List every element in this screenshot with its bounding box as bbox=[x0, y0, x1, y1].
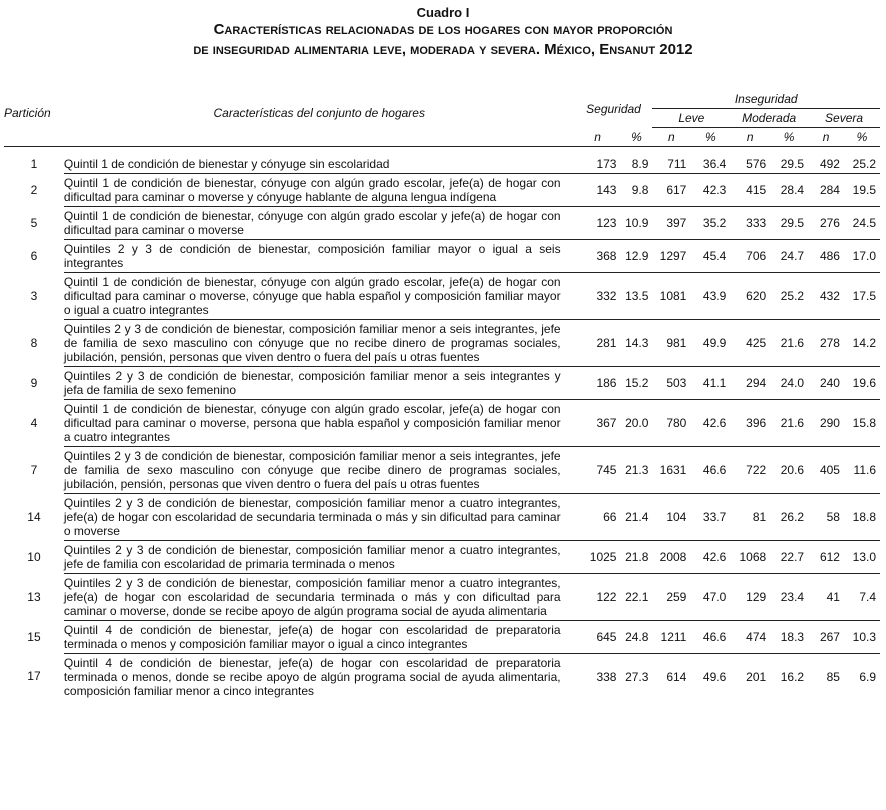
value-cell: 612 bbox=[808, 540, 844, 573]
particion-cell: 13 bbox=[27, 589, 41, 604]
particion-cell: 14 bbox=[27, 509, 41, 524]
table-title-line-1: Características relacionadas de los hogares con mayor proporción bbox=[213, 21, 673, 38]
table-row bbox=[4, 206, 880, 239]
value-cell: 122 bbox=[575, 573, 621, 620]
value-cell: 281 bbox=[575, 319, 621, 366]
value-cell: 49.9 bbox=[690, 319, 730, 366]
header-pct: % bbox=[631, 129, 642, 144]
value-cell: 332 bbox=[575, 272, 621, 319]
value-cell: 104 bbox=[652, 493, 690, 540]
table-row bbox=[4, 366, 880, 399]
value-cell: 745 bbox=[575, 446, 621, 493]
value-cell: 129 bbox=[730, 573, 770, 620]
table-row bbox=[4, 653, 880, 700]
value-cell: 186 bbox=[575, 366, 621, 399]
value-cell: 620 bbox=[730, 272, 770, 319]
description-cell: Quintiles 2 y 3 de condición de bienestar, composición familiar mayor o igual a seis integrantes bbox=[64, 239, 575, 272]
value-cell: 26.2 bbox=[770, 493, 808, 540]
header-particion: Partición bbox=[4, 106, 51, 120]
value-cell: 16.2 bbox=[780, 669, 805, 684]
value-cell: 780 bbox=[652, 399, 690, 446]
header-seguridad: Seguridad bbox=[586, 101, 641, 116]
value-cell: 58 bbox=[808, 493, 844, 540]
value-cell: 21.4 bbox=[620, 493, 652, 540]
value-cell: 367 bbox=[575, 399, 621, 446]
value-cell: 46.6 bbox=[690, 620, 730, 653]
value-cell: 7.4 bbox=[844, 573, 880, 620]
value-cell: 397 bbox=[652, 206, 690, 239]
value-cell: 405 bbox=[808, 446, 844, 493]
value-cell: 11.6 bbox=[844, 446, 880, 493]
value-cell: 20.0 bbox=[620, 399, 652, 446]
value-cell: 27.3 bbox=[625, 669, 649, 684]
value-cell: 267 bbox=[808, 620, 844, 653]
value-cell: 21.6 bbox=[770, 399, 808, 446]
value-cell: 6.9 bbox=[859, 669, 876, 684]
value-cell: 42.6 bbox=[690, 399, 730, 446]
data-table bbox=[4, 90, 880, 700]
particion-cell: 15 bbox=[27, 629, 41, 644]
value-cell: 1081 bbox=[652, 272, 690, 319]
table-row bbox=[4, 573, 880, 620]
value-cell: 43.9 bbox=[690, 272, 730, 319]
value-cell: 42.6 bbox=[690, 540, 730, 573]
table-row bbox=[4, 173, 880, 206]
description-cell: Quintiles 2 y 3 de condición de bienestar, composición familiar menor a cuatro integrantes, jefe(a) de hogar con escolaridad de secundaria terminada o más y con dificultad para caminar o moverse, donde se recibe apoyo de algún programa social de ayuda alimentaria bbox=[64, 573, 575, 620]
value-cell: 35.2 bbox=[690, 206, 730, 239]
value-cell: 13.0 bbox=[844, 540, 880, 573]
value-cell: 415 bbox=[730, 173, 770, 206]
value-cell: 18.8 bbox=[844, 493, 880, 540]
value-cell: 36.4 bbox=[690, 155, 730, 174]
value-cell: 13.5 bbox=[620, 272, 652, 319]
table-row bbox=[4, 493, 880, 540]
description-cell: Quintiles 2 y 3 de condición de bienestar, composición familiar menor a cuatro integrantes, jefe(a) de hogar con escolaridad de secundaria terminada o más y sin dificultad para caminar o moverse bbox=[64, 493, 575, 540]
description-cell: Quintil 1 de condición de bienestar, cónyuge con algún grado escolar y jefe(a) de hogar con dificultad para caminar o moverse bbox=[64, 206, 575, 239]
value-cell: 24.7 bbox=[770, 239, 808, 272]
value-cell: 722 bbox=[730, 446, 770, 493]
value-cell: 284 bbox=[808, 173, 844, 206]
value-cell: 278 bbox=[808, 319, 844, 366]
value-cell: 294 bbox=[730, 366, 770, 399]
value-cell: 19.5 bbox=[844, 173, 880, 206]
header-inseguridad: Inseguridad bbox=[652, 90, 880, 109]
value-cell: 18.3 bbox=[770, 620, 808, 653]
header-moderada: Moderada bbox=[730, 109, 808, 128]
header-n: n bbox=[594, 129, 601, 144]
description-cell: Quintil 4 de condición de bienestar, jefe(a) de hogar con escolaridad de preparatoria terminada o menos, donde se recibe apoyo de algún programa social de ayuda alimentaria, composición familiar menor a cinco integrantes bbox=[63, 655, 561, 698]
description-cell: Quintiles 2 y 3 de condición de bienestar, composición familiar menor a seis integrantes y jefa de familia de sexo femenino bbox=[64, 366, 575, 399]
value-cell: 240 bbox=[808, 366, 844, 399]
value-cell: 333 bbox=[730, 206, 770, 239]
value-cell: 617 bbox=[652, 173, 690, 206]
value-cell: 24.8 bbox=[620, 620, 652, 653]
value-cell: 614 bbox=[666, 669, 687, 684]
value-cell: 45.4 bbox=[690, 239, 730, 272]
particion-cell: 5 bbox=[30, 215, 38, 230]
value-cell: 46.6 bbox=[690, 446, 730, 493]
value-cell: 17.0 bbox=[844, 239, 880, 272]
description-cell: Quintil 4 de condición de bienestar, jefe(a) de hogar con escolaridad de preparatoria terminada o menos y composición familiar mayor o igual a cinco integrantes bbox=[64, 620, 575, 653]
value-cell: 276 bbox=[808, 206, 844, 239]
value-cell: 29.5 bbox=[770, 206, 808, 239]
value-cell: 19.6 bbox=[844, 366, 880, 399]
value-cell: 368 bbox=[575, 239, 621, 272]
value-cell: 645 bbox=[575, 620, 621, 653]
description-cell: Quintil 1 de condición de bienestar y cónyuge sin escolaridad bbox=[64, 155, 575, 174]
value-cell: 24.0 bbox=[770, 366, 808, 399]
value-cell: 290 bbox=[808, 399, 844, 446]
value-cell: 41 bbox=[808, 573, 844, 620]
value-cell: 20.6 bbox=[770, 446, 808, 493]
value-cell: 173 bbox=[575, 155, 621, 174]
value-cell: 8.9 bbox=[620, 155, 652, 174]
particion-cell: 7 bbox=[30, 462, 38, 477]
value-cell: 28.4 bbox=[770, 173, 808, 206]
value-cell: 22.7 bbox=[770, 540, 808, 573]
value-cell: 12.9 bbox=[620, 239, 652, 272]
header-caracteristicas: Características del conjunto de hogares bbox=[213, 106, 425, 120]
header-pct: % bbox=[856, 130, 868, 144]
value-cell: 711 bbox=[652, 155, 690, 174]
value-cell: 85 bbox=[826, 669, 840, 684]
description-cell: Quintiles 2 y 3 de condición de bienestar, composición familiar menor a seis integrantes, jefe de familia de sexo masculino con cónyuge que no recibe dinero de programas sociales, jubilación, pensión, personas que viven dentro o fuera del país u otras fuentes bbox=[64, 319, 575, 366]
table-row bbox=[4, 155, 880, 174]
value-cell: 29.5 bbox=[770, 155, 808, 174]
value-cell: 42.3 bbox=[690, 173, 730, 206]
table-row bbox=[4, 239, 880, 272]
value-cell: 396 bbox=[730, 399, 770, 446]
particion-cell: 8 bbox=[30, 335, 38, 350]
particion-cell: 4 bbox=[30, 415, 38, 430]
particion-cell: 3 bbox=[30, 288, 38, 303]
value-cell: 259 bbox=[652, 573, 690, 620]
value-cell: 24.5 bbox=[844, 206, 880, 239]
value-cell: 338 bbox=[596, 669, 617, 684]
table-row bbox=[4, 540, 880, 573]
value-cell: 123 bbox=[575, 206, 621, 239]
table-label: Cuadro I bbox=[416, 5, 470, 20]
value-cell: 201 bbox=[746, 669, 767, 684]
particion-cell: 1 bbox=[30, 156, 38, 171]
value-cell: 432 bbox=[808, 272, 844, 319]
value-cell: 1025 bbox=[575, 540, 621, 573]
header-severa: Severa bbox=[808, 109, 880, 128]
value-cell: 22.1 bbox=[620, 573, 652, 620]
description-cell: Quintil 1 de condición de bienestar, cónyuge con algún grado escolar, jefe(a) de hogar con dificultad para caminar o moverse y cónyuge hablante de alguna lengua indígena bbox=[64, 173, 575, 206]
value-cell: 1068 bbox=[730, 540, 770, 573]
table-row bbox=[4, 272, 880, 319]
value-cell: 486 bbox=[808, 239, 844, 272]
description-cell: Quintiles 2 y 3 de condición de bienestar, composición familiar menor a seis integrantes, jefe de familia de sexo masculino con cónyuge que recibe dinero de programas sociales, jubilación, pensión, personas que viven dentro o fuera del país u otras fuentes bbox=[64, 446, 575, 493]
value-cell: 10.9 bbox=[620, 206, 652, 239]
table-row bbox=[4, 446, 880, 493]
value-cell: 33.7 bbox=[690, 493, 730, 540]
description-cell: Quintil 1 de condición de bienestar, cónyuge con algún grado escolar, jefe(a) de hogar con dificultad para caminar o moverse, cónyuge que habla español y composición familiar mayor o igual a cuatro integrantes bbox=[64, 272, 575, 319]
header-n: n bbox=[668, 130, 675, 144]
value-cell: 503 bbox=[652, 366, 690, 399]
particion-cell: 17 bbox=[27, 669, 41, 684]
header-n: n bbox=[746, 130, 754, 144]
header-pct: % bbox=[704, 130, 716, 144]
value-cell: 14.3 bbox=[620, 319, 652, 366]
description-cell: Quintil 1 de condición de bienestar, cónyuge con algún grado escolar, jefe(a) de hogar con dificultad para caminar o moverse, persona que habla español y composición familiar menor a cuatro integrantes bbox=[64, 399, 575, 446]
value-cell: 576 bbox=[730, 155, 770, 174]
value-cell: 425 bbox=[730, 319, 770, 366]
value-cell: 47.0 bbox=[690, 573, 730, 620]
value-cell: 25.2 bbox=[844, 155, 880, 174]
value-cell: 1297 bbox=[652, 239, 690, 272]
value-cell: 981 bbox=[652, 319, 690, 366]
value-cell: 81 bbox=[730, 493, 770, 540]
value-cell: 1211 bbox=[652, 620, 690, 653]
header-leve: Leve bbox=[652, 109, 730, 128]
value-cell: 14.2 bbox=[844, 319, 880, 366]
header-n: n bbox=[822, 130, 830, 144]
value-cell: 21.3 bbox=[620, 446, 652, 493]
particion-cell: 10 bbox=[27, 549, 41, 564]
value-cell: 17.5 bbox=[844, 272, 880, 319]
value-cell: 15.2 bbox=[620, 366, 652, 399]
description-cell: Quintiles 2 y 3 de condición de bienestar, composición familiar menor a cuatro integrantes, jefe de familia con escolaridad de primaria terminada o menos bbox=[64, 540, 575, 573]
table-row bbox=[4, 620, 880, 653]
value-cell: 23.4 bbox=[770, 573, 808, 620]
value-cell: 41.1 bbox=[690, 366, 730, 399]
value-cell: 21.6 bbox=[770, 319, 808, 366]
value-cell: 474 bbox=[730, 620, 770, 653]
value-cell: 15.8 bbox=[844, 399, 880, 446]
particion-cell: 2 bbox=[30, 182, 38, 197]
value-cell: 10.3 bbox=[844, 620, 880, 653]
particion-cell: 6 bbox=[30, 248, 38, 263]
value-cell: 9.8 bbox=[620, 173, 652, 206]
value-cell: 706 bbox=[730, 239, 770, 272]
table-row bbox=[4, 319, 880, 366]
value-cell: 1631 bbox=[652, 446, 690, 493]
table-title-line-2: de inseguridad alimentaria leve, moderada y severa. México, Ensanut 2012 bbox=[193, 41, 693, 58]
value-cell: 143 bbox=[575, 173, 621, 206]
header-pct: % bbox=[783, 130, 795, 144]
table-row bbox=[4, 399, 880, 446]
value-cell: 66 bbox=[575, 493, 621, 540]
value-cell: 25.2 bbox=[770, 272, 808, 319]
value-cell: 2008 bbox=[652, 540, 690, 573]
value-cell: 21.8 bbox=[620, 540, 652, 573]
particion-cell: 9 bbox=[30, 375, 38, 390]
value-cell: 492 bbox=[808, 155, 844, 174]
value-cell: 49.6 bbox=[702, 669, 727, 684]
